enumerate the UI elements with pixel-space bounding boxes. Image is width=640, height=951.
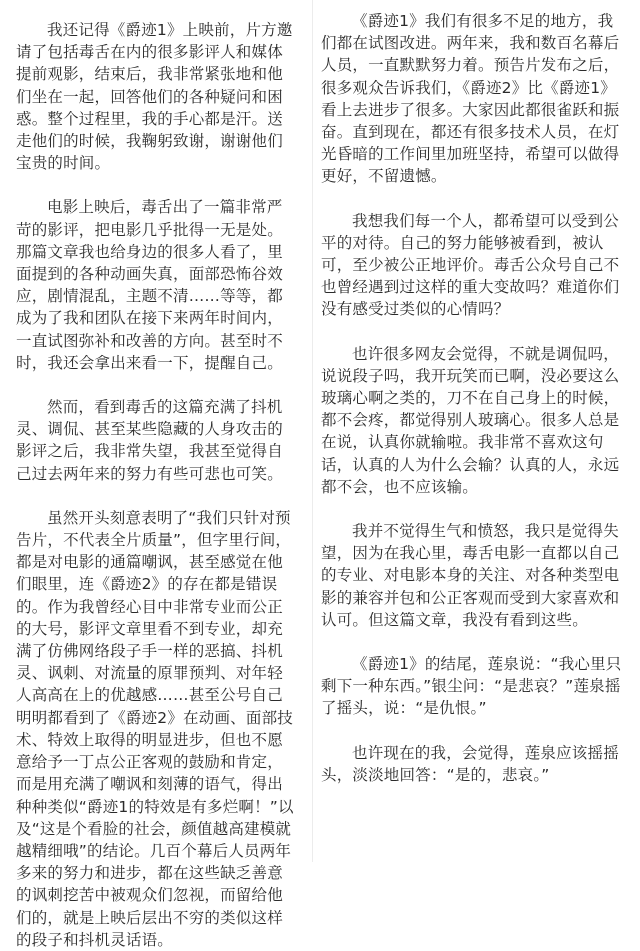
paragraph: 我想我们每一个人，都希望可以受到公平的对待。自己的努力能够被看到，被认可，至少被公正地评价。毒舌公众号自己不也曾经遇到过这样的重大变故吗？难道你们没有感受过类似的心情吗？	[321, 211, 620, 319]
paragraph: 然而，看到毒舌的这篇充满了抖机灵、调侃、甚至某些隐藏的人身攻击的影评之后，我非常失望，我甚至觉得自己过去两年来的努力有些可悲也可笑。	[16, 398, 283, 483]
paragraph-gap	[16, 374, 296, 396]
right-column	[312, 0, 640, 862]
paragraph-gap	[321, 188, 622, 210]
paragraph-gap	[321, 498, 622, 520]
paragraph: 虽然开头刻意表明了“我们只针对预告片，不代表全片质量”，但字里行间，都是对电影的通篇嘲讽，甚至感觉在他们眼里，连《爵迹2》的存在都是错误的。作为我曾经心目中非常专业而公正的大号，影评文章里看不到专业，却充满了仿佛网络段子手一样的恶搞、抖机灵、讽刺、对流量的原罪预判、对年轻人高高在上的优越感……甚至公号自己明明都看到了《爵迹2》在动画、面部技术、特效上取得的明显进步，但也不愿意给予一丁点公正客观的鼓励和肯定，而是用充满了嘲讽和刻薄的语气，得出种种类似“爵迹1的特效是有多烂啊！”以及“这是个看脸的社会，颜值越高建模就越精细哦”的结论。几百个幕后人员两年多来的努力和进步，都在这些缺乏善意的讽刺挖苦中被观众们忽视，而留给他们的，就是上映后层出不穷的类似这样的段子和抖机灵话语。	[16, 508, 294, 949]
paragraph: 电影上映后，毒舌出了一篇非常严苛的影评，把电影几乎批得一无是处。那篇文章我也给身边的很多人看了，里面提到的各种动画失真，面部恐怖谷效应，剧情混乱，主题不清……等等，都成为了我和团队在接下来两年时间内，一直试图弥补和改善的方向。甚至时不时，我还会拿出来看一下，提醒自己。	[16, 198, 283, 372]
paragraph: 《爵迹1》的结尾，莲泉说：“我心里只剩下一种东西。”银尘问：“是悲哀？”莲泉摇了摇头，说：“是仇恨。”	[321, 655, 622, 718]
paragraph: 我还记得《爵迹1》上映前，片方邀请了包括毒舌在内的很多影评人和媒体提前观影，结束后，我非常紧张地和他们坐在一起，回答他们的各种疑问和困惑。整个过程里，我的手心都是汗。送走他们的时候，我鞠躬致谢，谢谢他们宝贵的时间。	[16, 21, 293, 173]
paragraph: 我并不觉得生气和愤怒，我只是觉得失望，因为在我心里，毒舌电影一直都以自己的专业、对电影本身的关注、对各种类型电影的兼容并包和公正客观而受到大家喜欢和认可。但这篇文章，我没有看到这些。	[321, 522, 620, 629]
paragraph: 也许很多网友会觉得，不就是调侃吗，说说段子吗，我开玩笑而已啊，没必要这么玻璃心啊之类的，刀不在自己身上的时候，都不会疼，都觉得别人玻璃心。很多人总是在说，认真你就输啦。我非常不喜欢这句话，认真的人为什么会输？认真的人，永远都不会，也不应该输。	[321, 344, 620, 496]
paragraph: 《爵迹1》我们有很多不足的地方，我们都在试图改进。两年来，我和数百名幕后人员，一直默默努力着。预告片发布之后，很多观众告诉我们，《爵迹2》比《爵迹1》看上去进步了很多。大家因此都很雀跃和振奋。直到现在，都还有很多技术人员，在灯光昏暗的工作间里加班坚持，希望可以做得更好，不留遗憾。	[321, 12, 620, 186]
paragraph-gap	[16, 174, 296, 196]
paragraph-gap	[16, 485, 296, 507]
paragraph: 也许现在的我，会觉得，莲泉应该摇摇头，淡淡地回答：“是的，悲哀。”	[321, 743, 619, 784]
paragraph-gap	[321, 631, 622, 653]
paragraph-gap	[321, 720, 622, 742]
paragraph-gap	[321, 321, 622, 343]
left-column	[0, 0, 312, 949]
